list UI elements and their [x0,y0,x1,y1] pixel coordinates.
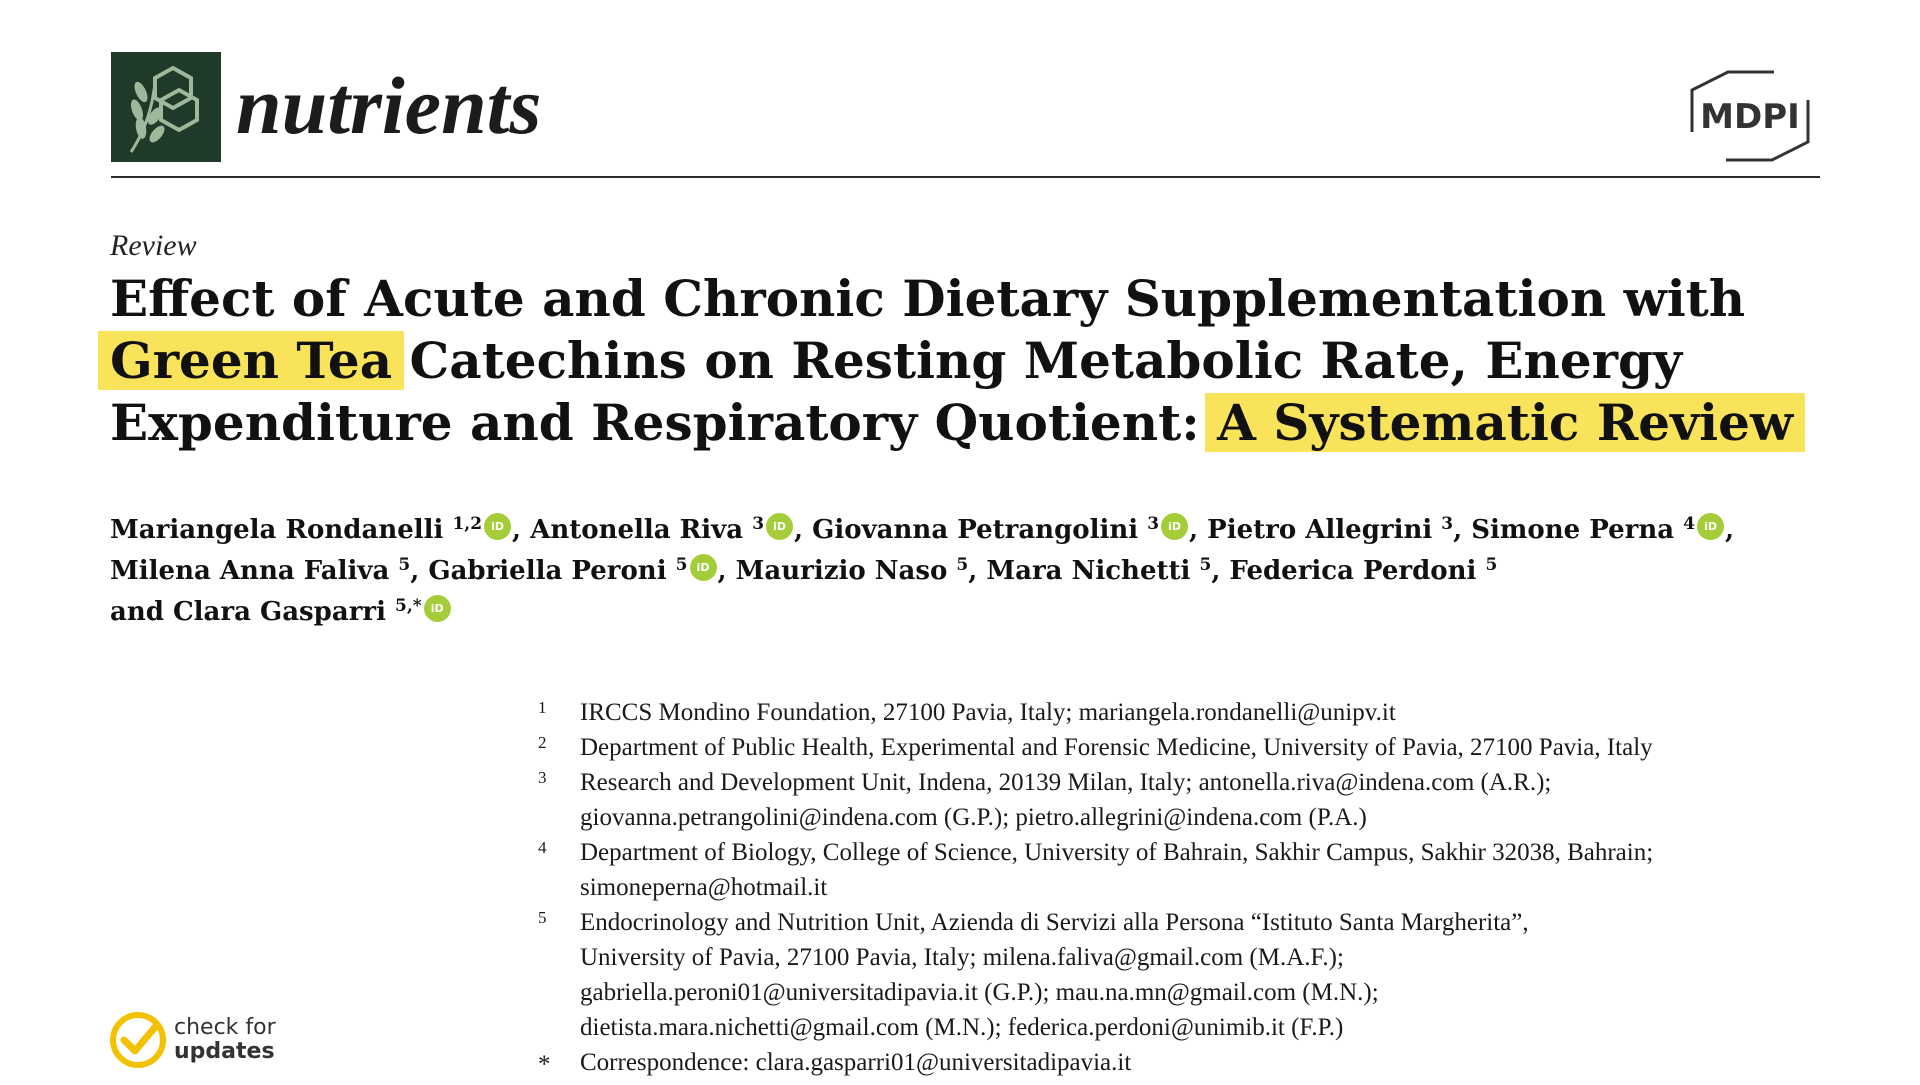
affiliation-text [580,765,1830,835]
affiliation-text [580,695,1830,730]
affiliation-list [530,695,1830,1085]
affiliation-item [530,835,1830,905]
title-line-3-start: Expenditure and Respiratory Quotient: [110,393,1200,452]
correspondence-line[interactable]: Correspondence: clara.gasparri01@universitadipavia.it [580,1049,1132,1076]
title-line-2-rest: Catechins on Resting Metabolic Rate, Energy [392,331,1683,390]
check-for-updates-button[interactable] [110,1012,290,1072]
author-separator: , [717,556,736,586]
affiliation-line: simoneperna@hotmail.it [580,874,828,901]
author-name[interactable]: Antonella Riva [530,515,744,545]
affiliation-line: giovanna.petrangolini@indena.com (G.P.); pietro.allegrini@indena.com (P.A.) [580,804,1367,831]
affiliation-line: Department of Biology, College of Science, University of Bahrain, Sakhir Campus, Sakhir 32038, Bahrain; [580,839,1654,866]
author-name[interactable]: Pietro Allegrini [1207,515,1433,545]
author-separator: , [512,515,531,545]
author-affiliation: 5 [956,555,969,575]
author-name[interactable]: Maurizio Naso [735,556,948,586]
orcid-icon[interactable]: iD [484,513,511,540]
orcid-icon[interactable]: iD [766,513,793,540]
header-divider [111,176,1820,178]
affiliation-line: Department of Public Health, Experimental and Forensic Medicine, University of Pavia, 27100 Pavia, Italy [580,734,1653,761]
updates-label-line1: check for [174,1015,276,1040]
checkmark-circle-icon [110,1012,166,1068]
title-line-2 [110,330,1810,392]
affiliation-line: dietista.mara.nichetti@gmail.com (M.N.); federica.perdoni@unimib.it (F.P.) [580,1014,1344,1041]
orcid-icon[interactable]: iD [690,554,717,581]
affiliation-item [530,730,1830,765]
article-type: Review [110,229,197,262]
author-line-3 [110,592,1830,633]
orcid-icon[interactable]: iD [1161,513,1188,540]
author-separator: , [410,556,429,586]
affiliation-line: Endocrinology and Nutrition Unit, Azienda di Servizi alla Persona “Istituto Santa Margherita”, [580,909,1529,936]
affiliation-number: 5 [538,908,547,927]
correspondence-item [530,1045,1830,1085]
affiliation-line: University of Pavia, 27100 Pavia, Italy; milena.faliva@gmail.com (M.A.F.); [580,944,1344,971]
author-affiliation: 5 [675,555,688,575]
affiliation-line: IRCCS Mondino Foundation, 27100 Pavia, Italy; mariangela.rondanelli@unipv.it [580,699,1396,726]
affiliation-text [580,835,1830,905]
journal-logo [111,52,221,162]
author-separator: , [1211,556,1230,586]
affiliation-item [530,905,1830,1045]
affiliation-number: 1 [538,698,547,717]
title-line-1: Effect of Acute and Chronic Dietary Supplementation with [110,269,1746,328]
author-separator: , [1189,515,1208,545]
author-name[interactable]: Federica Perdoni [1229,556,1477,586]
title-highlight-green-tea: Green Tea [98,331,404,390]
journal-name[interactable]: nutrients [236,60,542,151]
mdpi-logo[interactable] [1680,70,1820,162]
author-line-2 [110,551,1830,592]
author-separator: , [1725,515,1735,545]
leaf-hexagon-icon [111,52,221,162]
author-affiliation: 3 [1441,514,1454,534]
author-separator: , [1453,515,1472,545]
title-line-3 [110,392,1810,454]
affiliation-item [530,765,1830,835]
affiliation-number: 2 [538,733,547,752]
author-affiliation: 5 [398,555,411,575]
orcid-icon[interactable]: iD [424,595,451,622]
author-affiliation: 5 [1199,555,1212,575]
author-name[interactable]: Mariangela Rondanelli [110,515,444,545]
author-name[interactable]: Giovanna Petrangolini [812,515,1139,545]
article-title [110,268,1810,454]
author-name[interactable]: Simone Perna [1471,515,1675,545]
author-name[interactable]: Milena Anna Faliva [110,556,390,586]
correspondence-text [580,1045,1830,1080]
author-affiliation: 3 [752,514,765,534]
author-name[interactable]: Mara Nichetti [986,556,1191,586]
affiliation-text [580,905,1830,1045]
author-separator: , [968,556,987,586]
orcid-icon[interactable]: iD [1697,513,1724,540]
title-highlight-systematic-review: A Systematic Review [1205,393,1805,452]
author-affiliation: 1,2 [452,514,483,534]
author-name[interactable]: and Clara Gasparri [110,597,386,627]
affiliation-text [580,730,1830,765]
author-name[interactable]: Gabriella Peroni [428,556,667,586]
affiliation-item [530,695,1830,730]
author-affiliation: 3 [1147,514,1160,534]
author-affiliation: 5 [1485,555,1498,575]
author-affiliation: 4 [1683,514,1696,534]
affiliation-number: 3 [538,768,547,787]
author-separator: , [794,515,813,545]
affiliation-line: Research and Development Unit, Indena, 20139 Milan, Italy; antonella.riva@indena.com (A.R.); [580,769,1552,796]
author-affiliation: 5,* [395,596,422,616]
updates-label-line2: updates [174,1039,275,1064]
affiliation-line: gabriella.peroni01@universitadipavia.it (G.P.); mau.na.mn@gmail.com (M.N.); [580,979,1379,1006]
correspondence-mark: * [538,1051,551,1078]
author-list [110,510,1830,633]
affiliation-number: 4 [538,838,547,857]
author-line-1 [110,510,1830,551]
publisher-name: MDPI [1700,97,1800,137]
